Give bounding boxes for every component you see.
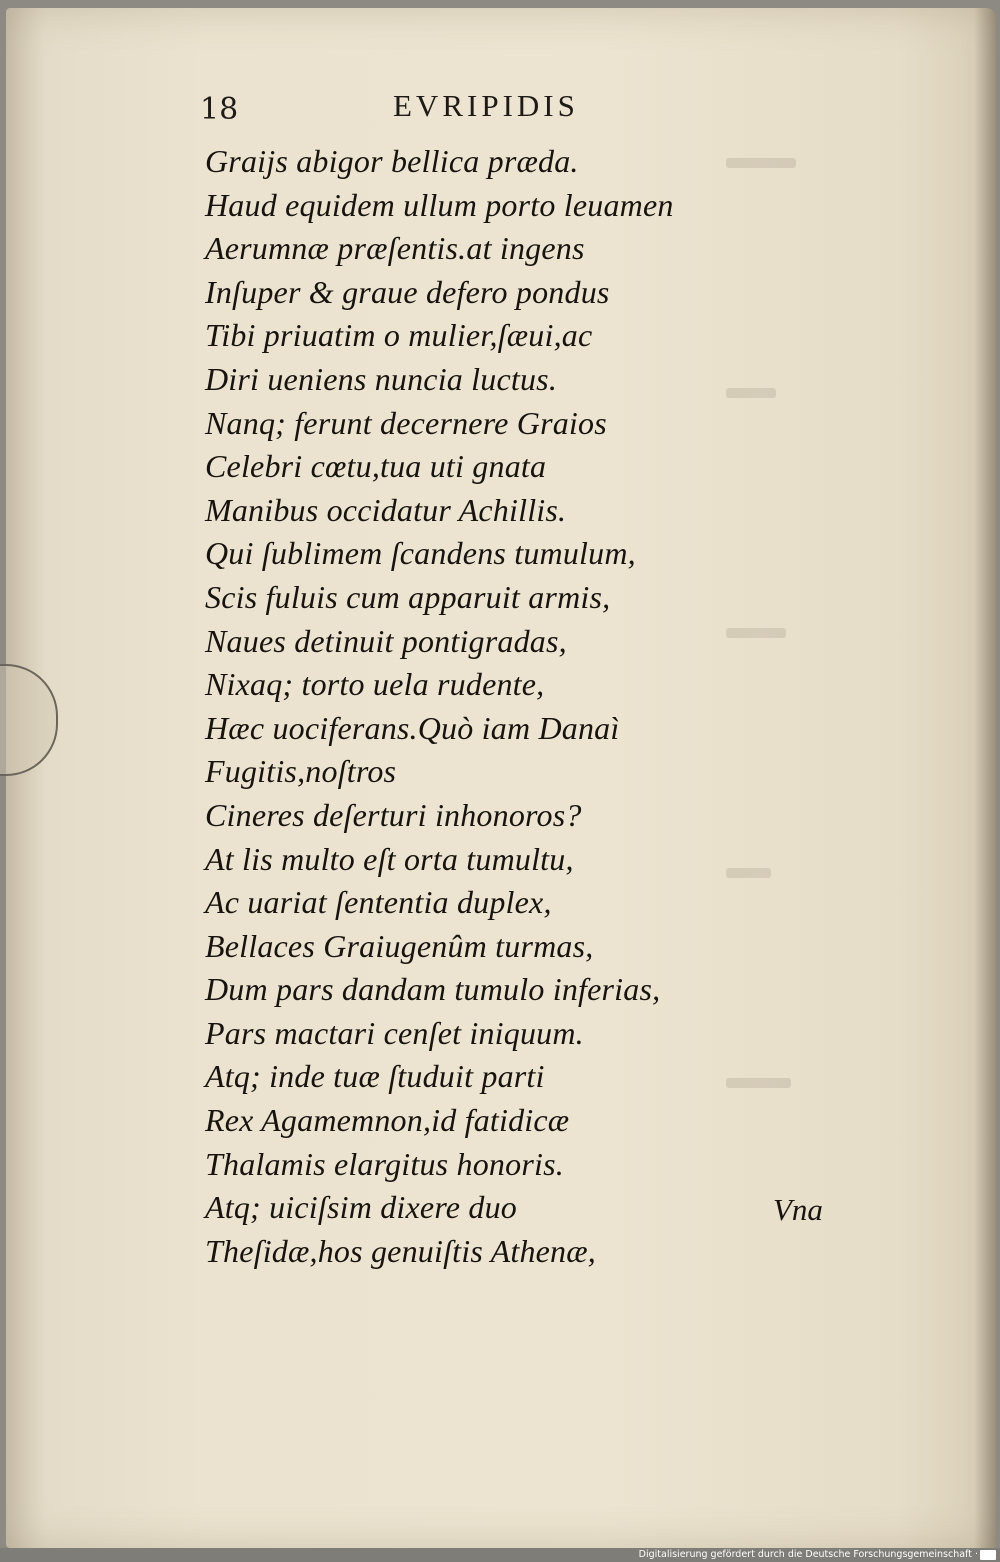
- verse-line: Cineres deſerturi inhonoros?: [205, 796, 582, 833]
- verse-line: Theſidæ,hos genuiſtis Athenæ,: [205, 1232, 597, 1269]
- verse-line: Pars mactari cenſet iniquum.: [205, 1014, 584, 1051]
- show-through-mark: [726, 868, 771, 878]
- verse-line: Fugitis,noſtros: [205, 753, 397, 790]
- show-through-mark: [726, 388, 776, 398]
- verse-line: Nanq; ferunt decernere Graios: [205, 404, 607, 441]
- verse-line: Thalamis elargitus honoris.: [205, 1145, 564, 1182]
- verse-line: Tibi priuatim o mulier,ſæui,ac: [205, 317, 593, 354]
- verse-line: At lis multo eſt orta tumultu,: [205, 840, 574, 877]
- verse-line: Qui ſublimem ſcandens tumulum,: [205, 535, 636, 572]
- verse-line: Aerumnæ præſentis.at ingens: [205, 230, 585, 267]
- verse-line: Nixaq; torto uela rudente,: [205, 666, 545, 703]
- verse-line: Rex Agamemnon,id fatidicæ: [205, 1102, 570, 1139]
- dfg-logo-icon: [980, 1550, 996, 1560]
- page-number: 18: [200, 92, 239, 127]
- catchword: Vna: [773, 1192, 823, 1227]
- show-through-mark: [726, 628, 786, 638]
- verse-line: Inſuper & graue defero pondus: [205, 273, 610, 310]
- verse-line: Celebri cœtu,tua uti gnata: [205, 448, 547, 485]
- verse-line: Diri ueniens nuncia luctus.: [205, 360, 558, 397]
- verse-line: Atq; inde tuæ ſtuduit parti: [205, 1058, 545, 1095]
- verse-line: Graijs abigor bellica præda.: [205, 143, 579, 179]
- verse-line: Scis fuluis cum apparuit armis,: [205, 578, 611, 615]
- verse-line: Dum pars dandam tumulo inferias,: [205, 971, 661, 1008]
- verse-line: Naues detinuit pontigradas,: [205, 622, 567, 659]
- running-head: EVRIPIDIS: [393, 88, 579, 123]
- digitization-credit: Digitalisierung gefördert durch die Deutsche Forschungsgemeinschaft ·: [638, 1549, 978, 1560]
- verse-line: Ac uariat ſententia duplex,: [205, 884, 552, 921]
- verse-list: [205, 140, 674, 1273]
- verse-line: Atq; uiciſsim dixere duo: [205, 1189, 517, 1226]
- verse-line: Haud equidem ullum porto leuamen: [205, 186, 674, 223]
- page-edge-shadow: [974, 8, 996, 1548]
- page-clip: [0, 664, 58, 776]
- verse-line: Manibus occidatur Achillis.: [205, 491, 567, 528]
- show-through-mark: [726, 158, 796, 168]
- verse-line: Bellaces Graiugenûm turmas,: [205, 927, 594, 964]
- verse-line: Hæc uociferans.Quò iam Danaì: [205, 709, 620, 746]
- show-through-mark: [726, 1078, 791, 1088]
